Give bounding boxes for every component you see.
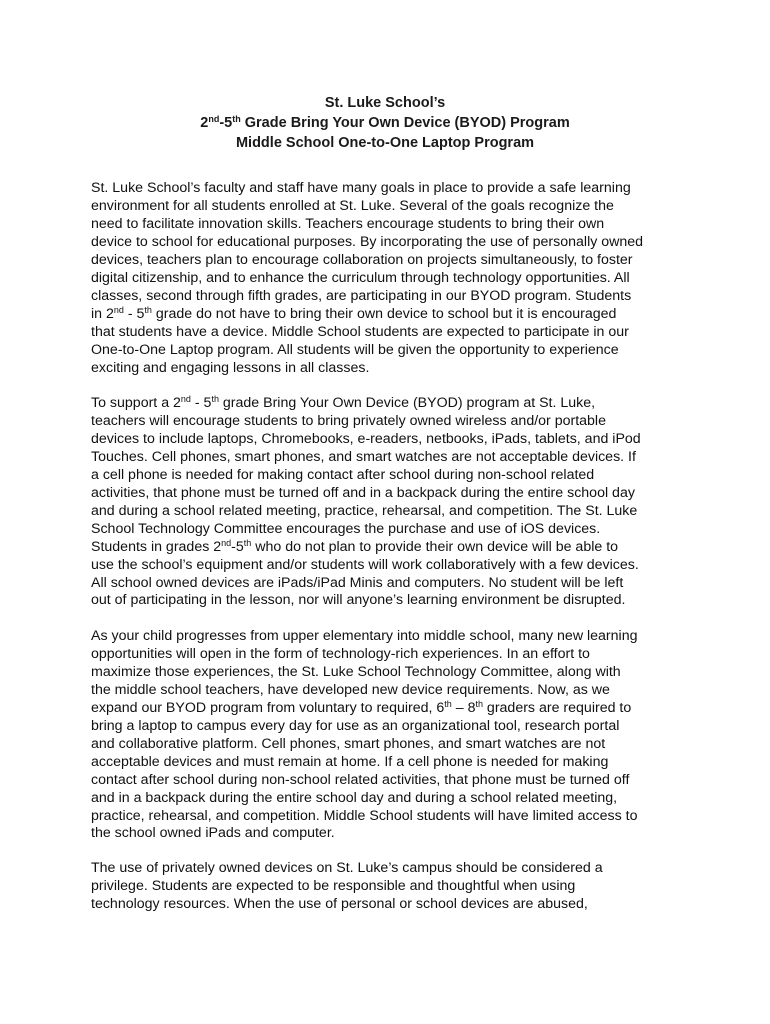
text-line: environment for all students enrolled at St. Luke. Several of the goals recognize the bbox=[91, 197, 614, 214]
paragraph-goals bbox=[91, 180, 691, 377]
text-line: To support a 2nd - 5th grade Bring Your Own Device (BYOD) program at St. Luke, bbox=[91, 394, 596, 411]
text-line: As your child progresses from upper elementary into middle school, many new learning bbox=[91, 628, 638, 644]
text-line: Touches. Cell phones, smart phones, and smart watches are not acceptable devices. If bbox=[91, 448, 636, 465]
text-line: classes, second through fifth grades, are participating in our BYOD program. Students bbox=[91, 287, 632, 304]
text-line: All school owned devices are iPads/iPad Minis and computers. No student will be left bbox=[91, 574, 624, 591]
text-line: the school owned iPads and computer. bbox=[91, 825, 335, 842]
text-line: device to school for educational purposes. By incorporating the use of personally owned bbox=[91, 233, 644, 250]
paragraph-middle-school bbox=[91, 628, 691, 843]
text-line: One-to-One Laptop program. All students will be given the opportunity to experience bbox=[91, 341, 619, 358]
text-line: privilege. Students are expected to be responsible and thoughtful when using bbox=[91, 877, 576, 894]
document-heading bbox=[0, 93, 770, 153]
text-line: that students have a device. Middle School students are expected to participate in our bbox=[91, 323, 629, 340]
text-line: teachers will encourage students to bring privately owned wireless and/or portable bbox=[91, 412, 606, 429]
text-line: bring a laptop to campus every day for use as an organizational tool, research portal bbox=[91, 717, 620, 734]
text-line: a cell phone is needed for making contact after school during non-school related bbox=[91, 466, 595, 483]
text-line: and collaborative platform. Cell phones, smart phones, and smart watches are not bbox=[91, 735, 606, 752]
school-name-heading: St. Luke School’s bbox=[324, 95, 446, 111]
byod-program-heading: 2nd-5th Grade Bring Your Own Device (BYOD) Program bbox=[200, 114, 570, 131]
text-line: exciting and engaging lessons in all classes. bbox=[91, 359, 370, 376]
text-line: St. Luke School’s faculty and staff have many goals in place to provide a safe learning bbox=[91, 180, 631, 196]
paragraph-byod-support bbox=[91, 395, 691, 610]
text-line: Students in grades 2nd-5th who do not plan to provide their own device will be able to bbox=[91, 537, 619, 555]
text-line: The use of privately owned devices on St. Luke’s campus should be considered a bbox=[91, 860, 603, 876]
text-line: the middle school teachers, have developed new device requirements. Now, as we bbox=[91, 681, 610, 698]
text-line: activities, that phone must be turned off and in a backpack during the entire school day bbox=[91, 484, 635, 501]
text-line: School Technology Committee encourages the purchase and use of iOS devices. bbox=[91, 520, 601, 537]
text-line: and during a school related meeting, practice, rehearsal, and competition. The St. Luke bbox=[91, 502, 638, 519]
text-line: out of participating in the lesson, nor will anyone’s learning environment be disrupted. bbox=[91, 592, 626, 609]
text-line: acceptable devices and must remain at home. If a cell phone is needed for making bbox=[91, 753, 609, 770]
text-line: technology resources. When the use of personal or school devices are abused, bbox=[91, 895, 588, 912]
laptop-program-heading: Middle School One-to-One Laptop Program bbox=[235, 135, 535, 151]
text-line: contact after school during non-school related activities, that phone must be turned off bbox=[91, 771, 630, 788]
text-line: practice, rehearsal, and competition. Middle School students will have limited access to bbox=[91, 807, 638, 824]
text-line: maximize those experiences, the St. Luke School Technology Committee, along with bbox=[91, 663, 621, 680]
text-line: in 2nd - 5th grade do not have to bring their own device to school but it is encouraged bbox=[91, 304, 617, 322]
text-line: devices, teachers plan to encourage collaboration on projects simultaneously, to foster bbox=[91, 251, 633, 268]
text-line: need to facilitate innovation skills. Teachers encourage students to bring their own bbox=[91, 215, 605, 232]
text-line: use the school’s equipment and/or students will work collaboratively with a few devices. bbox=[91, 556, 639, 573]
text-line: devices to include laptops, Chromebooks, e-readers, netbooks, iPads, tablets, and iPod bbox=[91, 430, 641, 447]
paragraph-privilege bbox=[91, 860, 691, 914]
text-line: digital citizenship, and to enhance the curriculum through technology opportunities. All bbox=[91, 269, 630, 286]
text-line: opportunities will open in the form of technology-rich experiences. In an effort to bbox=[91, 645, 590, 662]
text-line: and in a backpack during the entire school day and during a school related meeting, bbox=[91, 789, 618, 806]
text-line: expand our BYOD program from voluntary to required, 6th – 8th graders are required to bbox=[91, 698, 632, 716]
